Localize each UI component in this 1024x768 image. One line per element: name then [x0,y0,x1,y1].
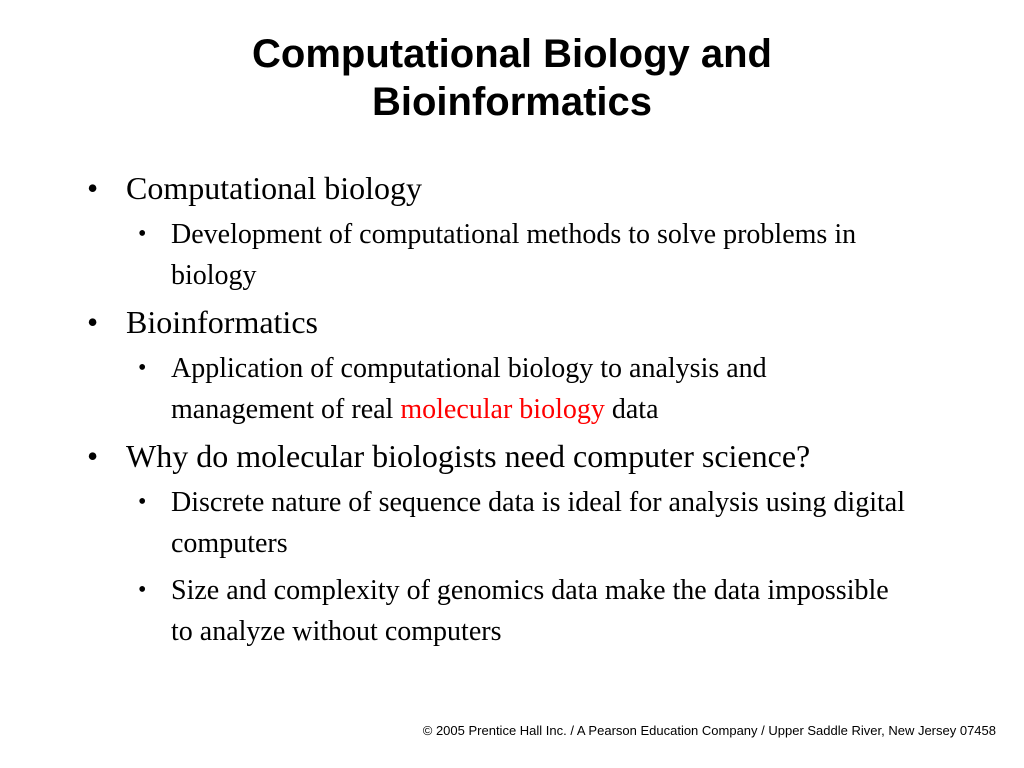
sub-bullet-text-after: data [604,394,659,425]
sub-bullet-item [0,348,1024,430]
bullet-list [0,168,1024,658]
slide-title [0,30,1024,126]
sub-bullet-icon: • [138,489,147,515]
sub-bullet-text: Size and complexity of genomics data make the data impossible to analyze without computers [171,575,889,647]
sub-bullet-text: Development of computational methods to solve problems in biology [171,219,857,291]
bullet-icon: • [87,170,99,206]
bullet-item [0,436,1024,476]
sub-bullet-text: Discrete nature of sequence data is ideal for analysis using digital computers [171,487,905,559]
bullet-icon: • [87,304,99,340]
sub-bullet-item [0,570,1024,652]
sub-bullet-item [0,214,1024,296]
bullet-text: Computational biology [126,170,422,206]
sub-bullet-icon: • [138,355,147,381]
bullet-icon: • [87,438,99,474]
slide-title-line-1: Computational Biology and [252,32,772,76]
sub-bullet-item [0,482,1024,564]
sub-bullet-text-before: Application of computational biology to analysis and management of real [171,353,767,425]
sub-bullet-icon: • [138,577,147,603]
bullet-text: Bioinformatics [126,304,318,340]
bullet-item [0,302,1024,342]
bullet-text: Why do molecular biologists need computer science? [126,438,811,474]
highlight-term: molecular biology [400,394,605,425]
bullet-item [0,168,1024,208]
slide-title-line-2: Bioinformatics [371,80,653,124]
copyright-footer: © 2005 Prentice Hall Inc. / A Pearson Education Company / Upper Saddle River, New Jersey 07458 [422,723,996,738]
sub-bullet-icon: • [138,221,147,247]
